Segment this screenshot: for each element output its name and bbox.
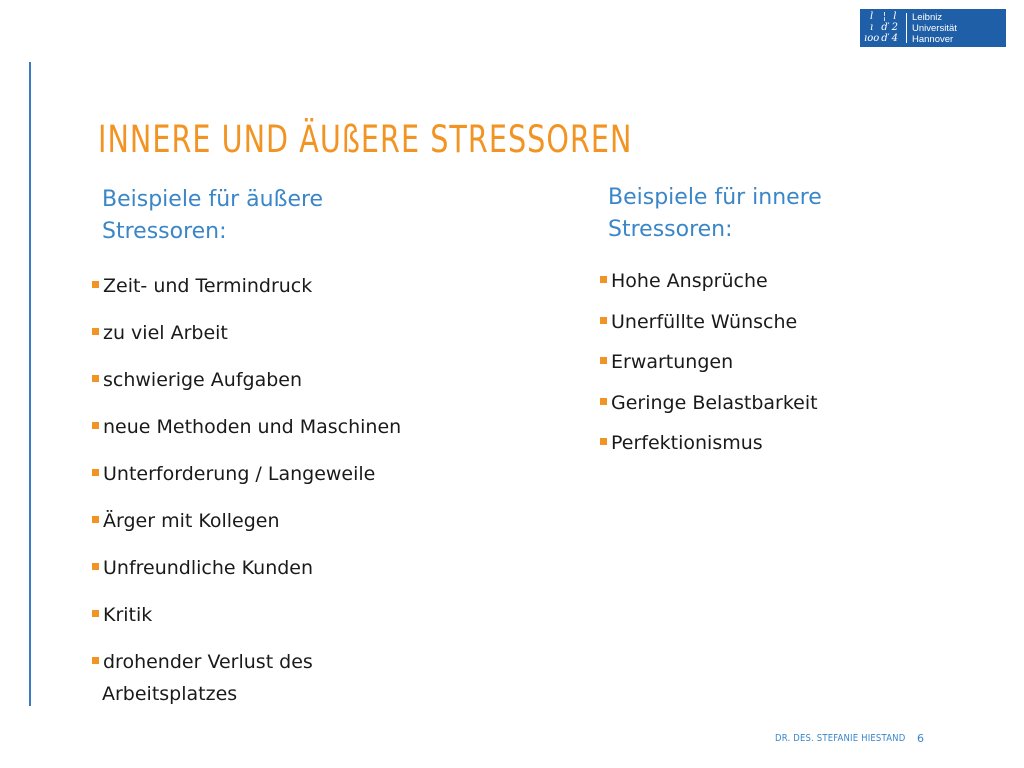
logo-mark-glyph: ı bbox=[870, 21, 874, 33]
list-item-text: drohender Verlust des bbox=[103, 651, 313, 673]
logo-mark-glyph: l bbox=[893, 11, 897, 23]
list-item-text: Perfektionismus bbox=[611, 432, 763, 454]
logo-mark-glyph: ď bbox=[881, 21, 888, 33]
list-item-text: Unterforderung / Langeweile bbox=[103, 463, 376, 485]
university-logo bbox=[860, 9, 1006, 47]
footer-author: DR. DES. STEFANIE HIESTAND bbox=[775, 733, 906, 744]
list-item-text: neue Methoden und Maschinen bbox=[103, 416, 402, 438]
bullet-icon bbox=[92, 610, 99, 617]
logo-line: Leibniz bbox=[912, 11, 943, 23]
list-item bbox=[598, 267, 958, 308]
left-column-heading: Beispiele für äußere Stressoren: bbox=[102, 187, 324, 244]
list-item-text: zu viel Arbeit bbox=[103, 322, 228, 344]
list-item-text: Erwartungen bbox=[611, 351, 734, 373]
external-stressors-list bbox=[90, 272, 490, 712]
logo-mark-glyph: ¦ bbox=[882, 11, 887, 23]
logo-mark-glyph: 2 bbox=[891, 21, 898, 33]
page-number: 6 bbox=[917, 732, 924, 745]
list-item-text: schwierige Aufgaben bbox=[103, 369, 302, 391]
logo-divider bbox=[906, 13, 907, 43]
logo-mark-glyph: 4 bbox=[891, 32, 898, 44]
internal-stressors-list bbox=[598, 267, 958, 470]
list-item bbox=[90, 648, 490, 712]
bullet-icon bbox=[92, 281, 99, 288]
bullet-icon bbox=[92, 516, 99, 523]
list-item-text-continuation: Arbeitsplatzes bbox=[102, 683, 238, 705]
left-accent-rule bbox=[29, 62, 31, 706]
bullet-icon bbox=[92, 328, 99, 335]
list-item bbox=[90, 366, 490, 413]
bullet-icon bbox=[92, 469, 99, 476]
list-item-text: Ärger mit Kollegen bbox=[103, 510, 280, 532]
list-item-text: Kritik bbox=[103, 604, 153, 626]
list-item-text: Unfreundliche Kunden bbox=[103, 557, 314, 579]
bullet-icon bbox=[92, 657, 99, 664]
logo-mark bbox=[860, 9, 904, 47]
list-item bbox=[90, 413, 490, 460]
right-column-heading: Beispiele für innere Stressoren: bbox=[608, 185, 822, 242]
list-item bbox=[90, 272, 490, 319]
bullet-icon bbox=[600, 317, 607, 324]
logo-line: Universität bbox=[912, 22, 957, 34]
bullet-icon bbox=[600, 398, 607, 405]
list-item bbox=[598, 308, 958, 349]
list-item bbox=[90, 319, 490, 366]
list-item-text: Zeit- und Termindruck bbox=[103, 275, 313, 297]
list-item bbox=[598, 389, 958, 430]
logo-mark-glyph: ď bbox=[881, 32, 888, 44]
list-item-text: Unerfüllte Wünsche bbox=[611, 310, 798, 333]
logo-mark-glyph: ıoo bbox=[864, 32, 880, 44]
logo-text bbox=[912, 12, 957, 45]
list-item-text: Geringe Belastbarkeit bbox=[611, 391, 818, 414]
bullet-icon bbox=[92, 422, 99, 429]
bullet-icon bbox=[600, 438, 607, 445]
list-item bbox=[90, 554, 490, 601]
list-item bbox=[598, 348, 958, 389]
list-item bbox=[90, 460, 490, 507]
bullet-icon bbox=[600, 357, 607, 364]
list-item bbox=[598, 429, 958, 470]
bullet-icon bbox=[92, 375, 99, 382]
bullet-icon bbox=[600, 276, 607, 283]
logo-line: Hannover bbox=[912, 33, 954, 45]
bullet-icon bbox=[92, 563, 99, 570]
list-item bbox=[90, 601, 490, 648]
list-item-text: Hohe Ansprüche bbox=[611, 270, 768, 292]
slide-title: INNERE UND ÄUßERE STRESSOREN bbox=[98, 118, 633, 161]
logo-mark-glyph: l bbox=[870, 11, 874, 23]
list-item bbox=[90, 507, 490, 554]
